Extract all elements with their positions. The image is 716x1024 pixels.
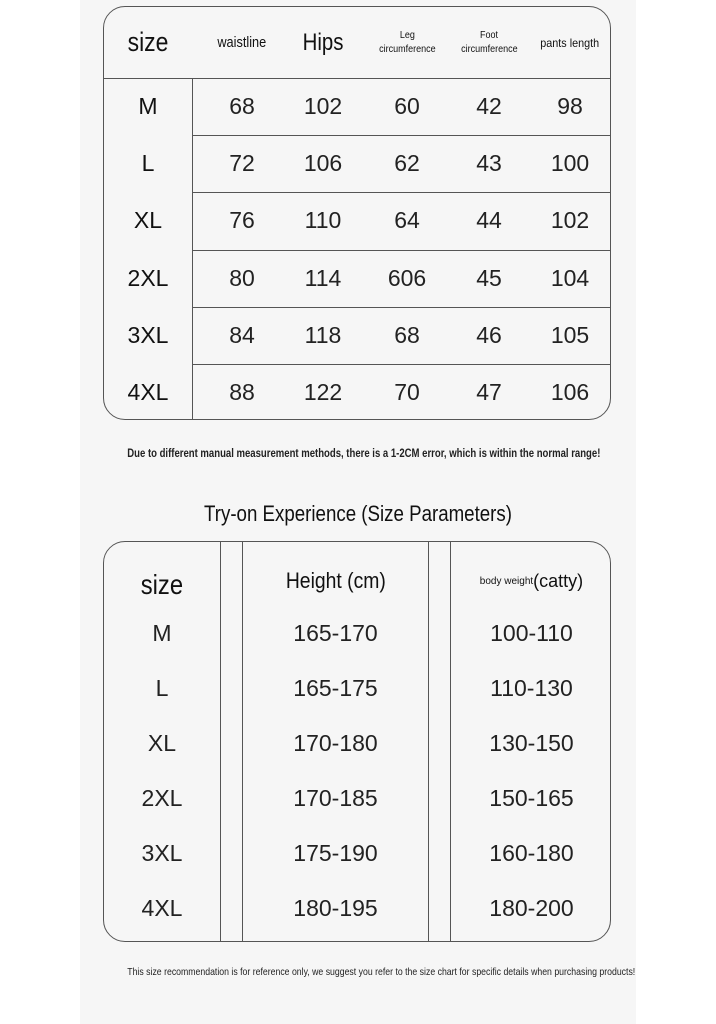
tryon-row-size-cell: XL — [147, 730, 177, 756]
size-row-waistline-cell: 80 — [229, 264, 255, 291]
header-hips: Hips — [302, 28, 344, 56]
size-row-length-cell: 106 — [550, 379, 590, 406]
size-row-length-cell: 98 — [557, 93, 583, 120]
header-leg-circumference: Leg circumference — [378, 29, 436, 55]
tryon-row-weight-cell: 110-130 — [490, 675, 573, 701]
size-row-waistline-cell: 72 — [229, 150, 255, 177]
size-row-length-cell: 104 — [550, 264, 590, 291]
size-row-leg-cell: 68 — [394, 321, 420, 348]
tryon-row-height-cell: 180-195 — [293, 895, 378, 921]
column-divider — [428, 542, 429, 941]
size-row-size-cell: L — [141, 150, 155, 177]
tryon-header-weight: body weight (catty) — [479, 570, 584, 591]
tryon-title: Try-on Experience (Size Parameters) — [204, 501, 512, 526]
header-size: size — [127, 27, 169, 57]
size-row-size-cell: M — [138, 93, 158, 120]
reference-note: This size recommendation is for reference only, we suggest you refer to the size chart for specific details when purchasing products! — [127, 966, 636, 978]
tryon-row-height-cell: 165-175 — [293, 675, 378, 701]
size-row-leg-cell: 606 — [387, 264, 427, 291]
size-row-waistline-cell: 68 — [229, 93, 255, 120]
tryon-row-weight-cell: 130-150 — [489, 730, 574, 756]
size-row-waistline-cell: 76 — [229, 207, 255, 234]
size-row-leg-cell: 64 — [394, 207, 420, 234]
size-row-leg-cell: 62 — [394, 150, 420, 177]
size-row-size-cell: 4XL — [127, 379, 169, 406]
tryon-row-height-cell: 170-185 — [293, 785, 378, 811]
tryon-row-height-cell: 170-180 — [293, 730, 378, 756]
size-row-length-cell: 102 — [550, 207, 590, 234]
tryon-row-weight-cell: 160-180 — [489, 840, 574, 866]
size-row-foot-cell: 44 — [476, 207, 502, 234]
tryon-header-size: size — [140, 569, 184, 600]
size-row-foot-cell: 42 — [476, 93, 502, 120]
size-row-size-cell: XL — [133, 207, 163, 234]
column-divider — [220, 542, 221, 941]
size-row-leg-cell: 70 — [394, 379, 420, 406]
size-row-size-cell: 3XL — [127, 321, 169, 348]
tryon-header-height: Height (cm) — [285, 568, 386, 593]
size-row-foot-cell: 46 — [476, 321, 502, 348]
tryon-row-height-cell: 175-190 — [293, 840, 378, 866]
size-row-hips-cell: 102 — [303, 93, 343, 120]
tryon-row-size-cell: 4XL — [141, 895, 183, 921]
measurement-note: Due to different manual measurement methods, there is a 1-2CM error, which is within the normal range! — [127, 448, 601, 460]
size-chart-header — [104, 7, 610, 79]
tryon-row-weight-cell: 180-200 — [489, 895, 574, 921]
size-row-hips-cell: 106 — [303, 150, 343, 177]
size-row-length-cell: 100 — [550, 150, 590, 177]
size-row-size-cell: 2XL — [127, 264, 169, 291]
size-column-divider — [192, 78, 193, 419]
tryon-table — [103, 541, 611, 942]
size-row-hips-cell: 114 — [304, 264, 342, 291]
header-foot-circumference: Foot circumference — [460, 29, 518, 55]
header-pants-length: pants length — [540, 35, 600, 50]
tryon-row-height-cell: 165-170 — [293, 620, 378, 646]
size-row-hips-cell: 118 — [304, 321, 342, 348]
size-row-foot-cell: 47 — [476, 379, 502, 406]
header-waistline: waistline — [217, 34, 267, 51]
size-row-hips-cell: 122 — [303, 379, 343, 406]
size-row-leg-cell: 60 — [394, 93, 420, 120]
size-row-length-cell: 105 — [550, 321, 590, 348]
size-row-foot-cell: 45 — [476, 264, 502, 291]
size-row-hips-cell: 110 — [304, 207, 342, 234]
tryon-row-size-cell: L — [155, 675, 169, 701]
size-row-waistline-cell: 88 — [229, 379, 255, 406]
size-row-waistline-cell: 84 — [229, 321, 255, 348]
tryon-row-size-cell: 3XL — [141, 840, 183, 866]
size-chart-table — [103, 6, 611, 420]
tryon-row-weight-cell: 150-165 — [489, 785, 574, 811]
tryon-row-size-cell: M — [152, 620, 172, 646]
tryon-row-size-cell: 2XL — [141, 785, 183, 811]
size-row-foot-cell: 43 — [476, 150, 502, 177]
tryon-row-weight-cell: 100-110 — [490, 620, 573, 646]
